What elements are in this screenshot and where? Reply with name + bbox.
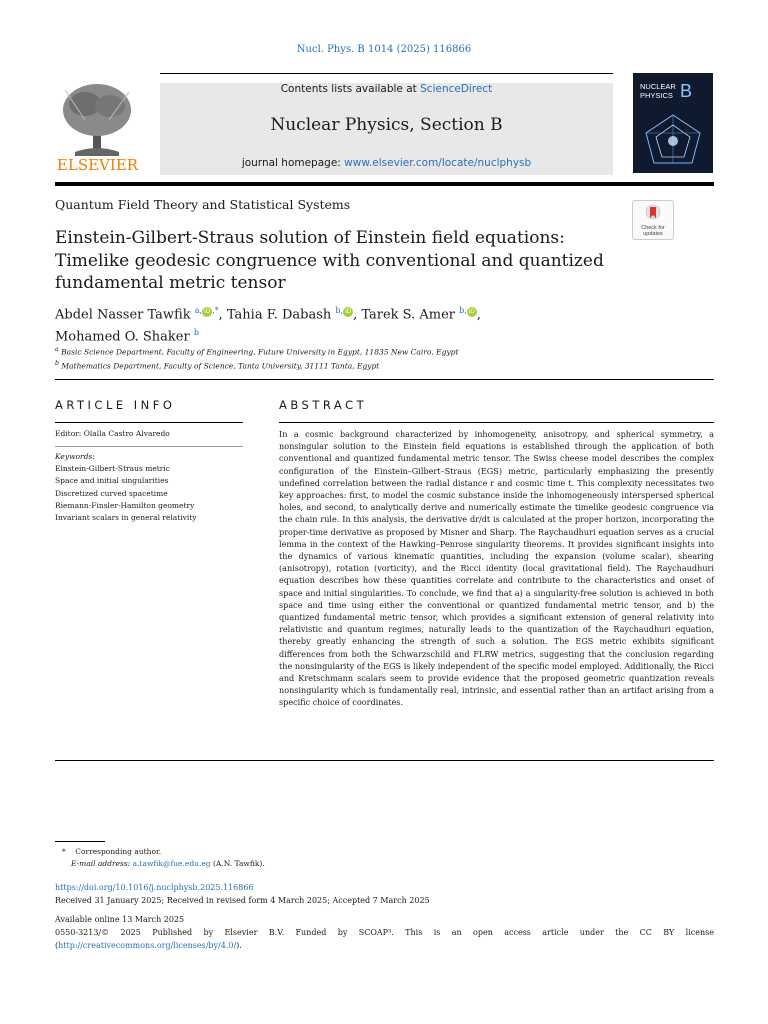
doi-link[interactable]: https://doi.org/10.1016/j.nuclphysb.2025.116866 — [55, 883, 254, 892]
orcid-icon[interactable]: iD — [202, 307, 212, 317]
journal-homepage: journal homepage: www.elsevier.com/locate/nuclphysb — [241, 157, 532, 169]
journal-title: Nuclear Physics, Section B — [270, 115, 503, 135]
affiliation-item: $^b$ Mathematics Department, Faculty of Science, Tanta University, 31111 Tanta, Egypt — [55, 359, 380, 370]
email-note: E-mail address: a.tawfik@fue.edu.eg (A.N. Tawfik). — [71, 859, 265, 868]
editor-line: Editor: Olalla Castro Alvaredo — [55, 429, 170, 438]
article-info-heading: ARTICLE INFO — [55, 398, 176, 412]
footnote-rule — [55, 841, 105, 842]
author-affil-sup[interactable]: b, — [459, 306, 467, 315]
journal-citation[interactable]: Nucl. Phys. B 1014 (2025) 116866 — [296, 44, 472, 55]
abstract-text: In a cosmic background characterized by inhomogeneity, anisotropy, and spherical symmetry, a nonsingular solution to the Einstein field equations is established through the application of both conventional and quantized fundamental metric tensor. The Swiss cheese model describes the complex configuration of the Einstein–Gilbert–Straus (EGS) metric, particularly emphasizing the presently undefined correlation between the radial distance r and cosmic time t. This complexity necessitates two key approaches: first, to model the cosmic substance inside the inhomogeneously interspersed spherical holes, and second, to analytically derive and numerically estimate the timelike geodesic congruence via the chain rule. In this analysis, the derivative dr/dt is calculated at the proper horizon, incorporating the proper-time derivative as proposed by Misner and Sharp. The Raychaudhuri equation serves as a crucial lemma in the context of the Hawking–Penrose singularity theorems. It provides significant insights into the dynamics of various kinematic quantities, including the expansion (volume scalar), shearing (anisotropy), rotation (vorticity), and the Ricci identity (local gravitational field). The Raychaudhuri equation describes how these quantities correlate and contribute to the characteristics and onset of space and initial singularities. To conclude, we find that a) a singularity-free solution is achieved in both space and time using either the conventional or quantized fundamental metric tensor, and b) the quantized fundamental metric tensor, which provides a significant extension of general relativity into relativistic and quantum regimes, naturally leads to the quantization of the Raychaudhuri equation, thereby greatly enhancing the strength of such a solution. The EGS metric exhibits significant differences from both the Schwarzschild and FLRW metrics, suggesting that the conclusion regarding the nonsingularity of the EGS is likely independent of the specific model employed. Additionally, the Ricci and Kretschmann scalars seem to provide evidence that the proposed geometric quantization reveals nonsingularity which is fundamentally real, intrinsic, and essential rather than an artifact arising from a specific choice of coordinates. — [279, 429, 714, 708]
corresponding-mark[interactable]: ,* — [212, 306, 219, 315]
license-link[interactable]: http://creativecommons.org/licenses/by/4.0/ — [58, 940, 237, 950]
orcid-icon[interactable]: iD — [467, 307, 477, 317]
header-bottom-rule — [55, 182, 714, 186]
homepage-link[interactable]: www.elsevier.com/locate/nuclphysb — [344, 157, 532, 169]
author-affil-sup[interactable]: b, — [335, 306, 344, 315]
article-info-rule — [55, 422, 243, 423]
abstract-bottom-rule — [55, 760, 714, 761]
sciencedirect-link[interactable]: ScienceDirect — [420, 83, 493, 95]
affiliation-item: $^a$ Basic Science Department, Faculty of Engineering, Future University in Egypt, 11835 New Cairo, Egypt — [55, 346, 459, 357]
author-name[interactable]: Mohamed O. Shaker — [55, 329, 190, 345]
keyword-item: Invariant scalars in general relativity — [55, 513, 197, 523]
elsevier-wordmark: ELSEVIER — [56, 156, 139, 174]
author-name[interactable]: Tarek S. Amer — [361, 307, 456, 323]
author-affil-sup[interactable]: a, — [194, 306, 203, 315]
affiliations — [55, 344, 655, 371]
corresponding-note: * Corresponding author. — [62, 847, 162, 856]
affiliations-rule — [55, 379, 714, 380]
check-for-updates-button[interactable] — [632, 200, 674, 240]
keyword-item: Space and initial singularities — [55, 476, 169, 486]
check-badge-label: Check for updates — [641, 225, 665, 237]
journal-cover[interactable] — [633, 73, 713, 173]
email-link[interactable]: a.tawfik@fue.edu.eg — [132, 859, 211, 868]
contents-line: Contents lists available at ScienceDirect — [280, 83, 493, 95]
orcid-icon[interactable]: iD — [343, 307, 353, 317]
article-section: Quantum Field Theory and Statistical Systems — [55, 197, 351, 212]
journal-banner — [160, 83, 613, 175]
keyword-item: Riemann-Finsler-Hamilton geometry — [55, 500, 195, 510]
keywords-block — [55, 451, 255, 524]
article-title: Einstein-Gilbert-Straus solution of Einstein field equations: Timelike geodesic congruence with conventional and quantized fundamental metric tensor — [55, 228, 604, 293]
copyright-license: 0550-3213/© 2025 Published by Elsevier B.V. Funded by SCOAP³. This is an open access article under the CC BY license (http://creativecommons.org/licenses/by/4.0/). — [55, 928, 714, 950]
cover-graphic-icon — [638, 111, 708, 169]
header-top-rule — [160, 73, 613, 74]
cover-title: NUCLEAR PHYSICS — [640, 82, 676, 100]
available-online: Available online 13 March 2025 — [55, 915, 185, 924]
cover-letter: B — [680, 81, 693, 101]
keyword-item: Einstein-Gilbert-Straus metric — [55, 464, 170, 474]
author-name[interactable]: Tahia F. Dabash — [226, 307, 332, 323]
keyword-item: Discretized curved spacetime — [55, 488, 168, 498]
author-list: Abdel Nasser Tawfik $^{a,}$ iD ,*, Tahia F. Dabash $^{b,}$ iD , Tarek S. Amer $^{b,}$ iD , Mohamed O. Shaker $^b$ — [55, 306, 481, 345]
footnote — [62, 846, 562, 870]
abstract-heading: ABSTRACT — [279, 398, 368, 412]
keywords-label: Keywords: — [55, 452, 95, 461]
history-dates: Received 31 January 2025; Received in revised form 4 March 2025; Accepted 7 March 2025 — [55, 896, 430, 905]
author-name[interactable]: Abdel Nasser Tawfik — [55, 307, 191, 323]
author-affil-sup[interactable]: b — [193, 327, 199, 337]
editor-rule — [55, 446, 243, 447]
elsevier-logo — [55, 80, 140, 175]
bookmark-icon — [645, 204, 661, 224]
abstract-rule — [279, 422, 714, 423]
